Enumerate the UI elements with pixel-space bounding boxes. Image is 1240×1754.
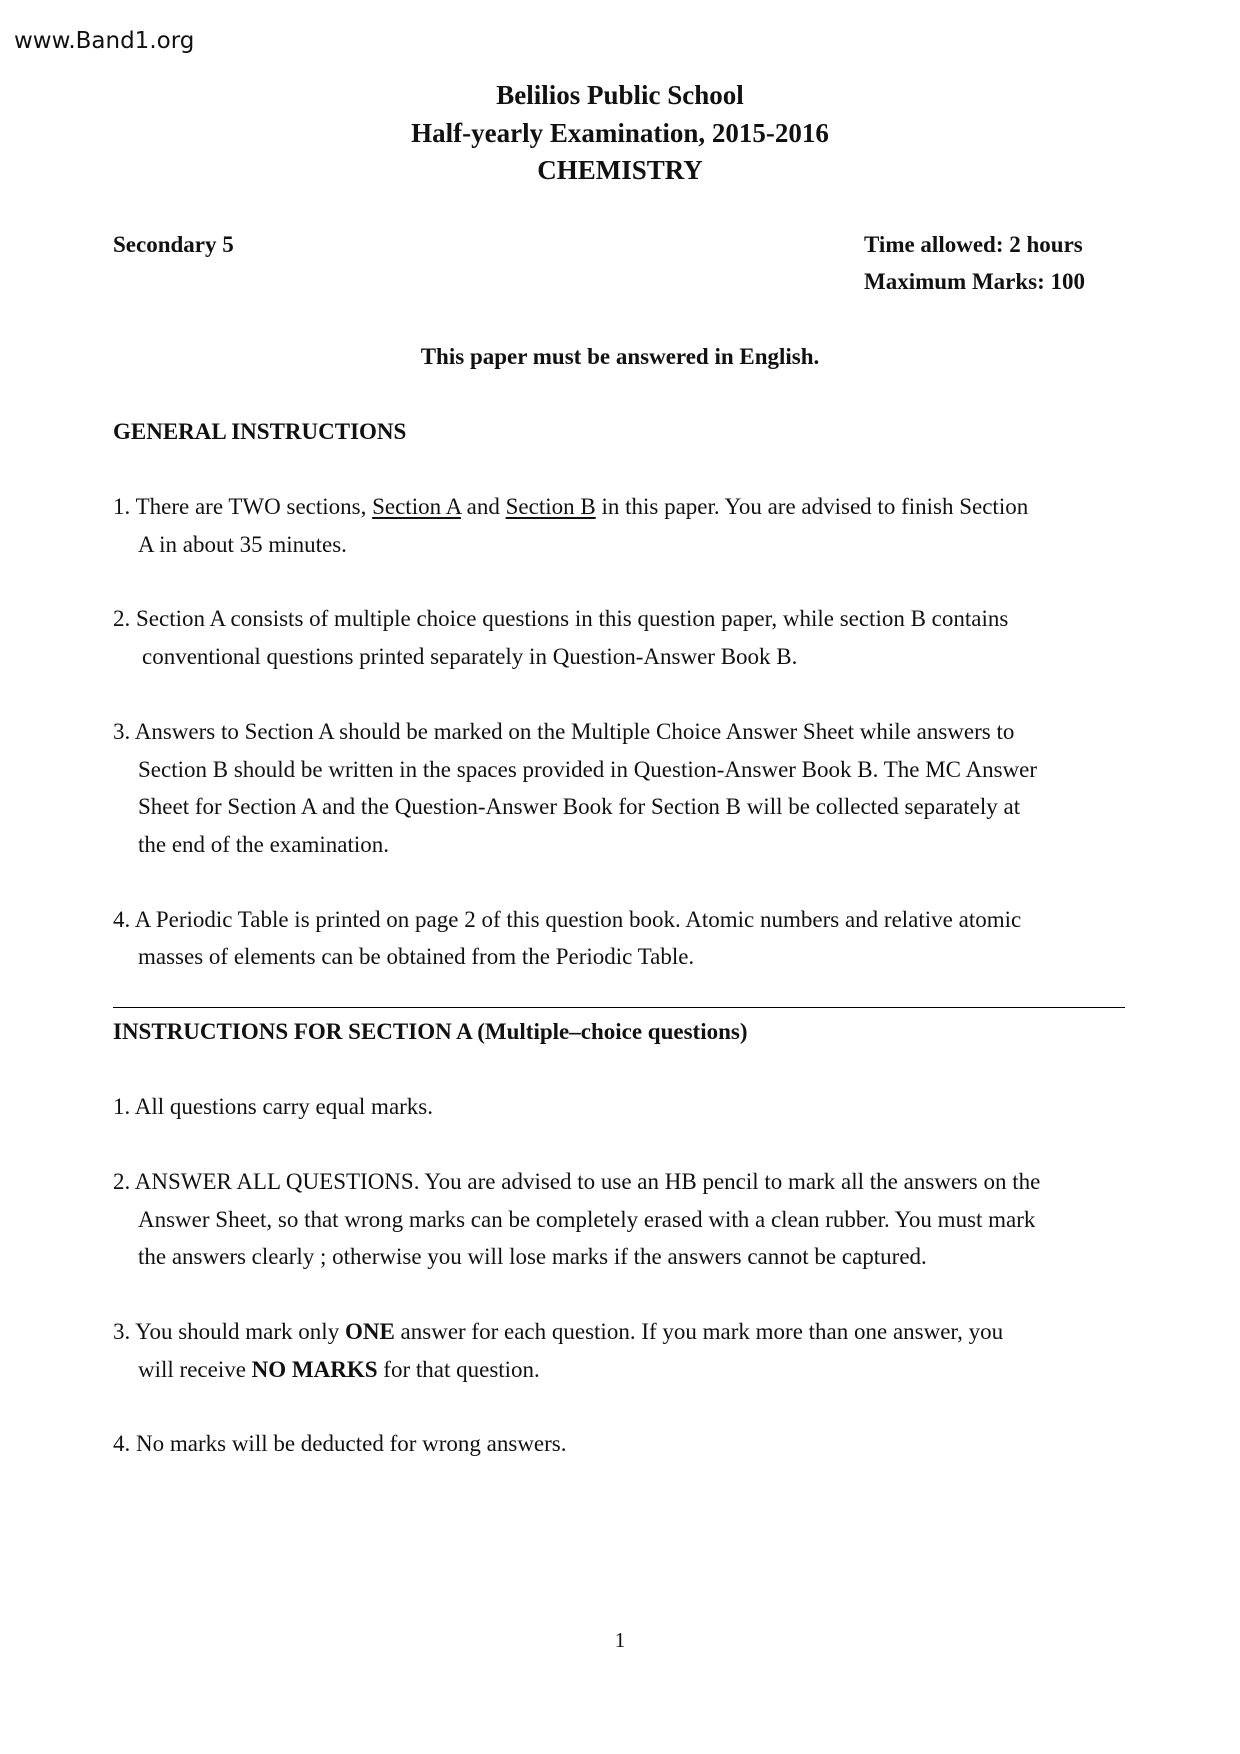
general-item-3-line-1: 3. Answers to Section A should be marked on the Multiple Choice Answer Sheet while answers to [113, 719, 1015, 744]
section-a-item-3-line-1 [113, 1319, 1003, 1345]
language-note: This paper must be answered in English. [420, 344, 820, 369]
school-name: Belilios Public School [496, 80, 744, 110]
text: and [460, 494, 506, 519]
emphasis-one: ONE [344, 1319, 395, 1344]
watermark: www.Band1.org [14, 28, 195, 54]
section-a-item-2-line-3: the answers clearly ; otherwise you will lose marks if the answers cannot be captured. [138, 1244, 927, 1269]
subject-title: CHEMISTRY [537, 155, 703, 185]
general-item-2-line-1: 2. Section A consists of multiple choice questions in this question paper, while section B contains [113, 606, 1009, 631]
page-number: 1 [614, 1628, 626, 1652]
emphasis-no-marks: NO MARKS [251, 1357, 378, 1382]
time-allowed: Time allowed: 2 hours [864, 232, 1083, 257]
text: 3. You should mark only [113, 1319, 345, 1344]
section-a-item-4-line-1: 4. No marks will be deducted for wrong answers. [113, 1431, 567, 1456]
general-item-1-line-1 [113, 494, 1028, 520]
general-item-1-line-2: A in about 35 minutes. [138, 532, 347, 557]
section-b-ref: Section B [505, 494, 596, 519]
general-instructions-heading: GENERAL INSTRUCTIONS [113, 419, 407, 444]
general-item-4-line-1: 4. A Periodic Table is printed on page 2 of this question book. Atomic numbers and relative atomic [113, 907, 1022, 932]
divider-rule [113, 1007, 1125, 1008]
text: will receive [138, 1357, 252, 1382]
general-item-2-line-2: conventional questions printed separately in Question-Answer Book B. [142, 644, 798, 669]
max-marks: Maximum Marks: 100 [864, 269, 1086, 294]
level-label: Secondary 5 [113, 232, 234, 257]
section-a-item-3-line-2 [138, 1357, 540, 1383]
section-a-item-2-line-2: Answer Sheet, so that wrong marks can be completely erased with a clean rubber. You must mark [138, 1207, 1036, 1232]
section-a-item-2-line-1: 2. ANSWER ALL QUESTIONS. You are advised to use an HB pencil to mark all the answers on the [113, 1169, 1041, 1194]
text: in this paper. You are advised to finish Section [595, 494, 1029, 519]
section-a-heading: INSTRUCTIONS FOR SECTION A (Multiple–choice questions) [113, 1019, 748, 1044]
general-item-3-line-2: Section B should be written in the spaces provided in Question-Answer Book B. The MC Answer [138, 757, 1038, 782]
text: answer for each question. If you mark more than one answer, you [394, 1319, 1004, 1344]
general-item-3-line-3: Sheet for Section A and the Question-Answer Book for Section B will be collected separately at [138, 794, 1021, 819]
general-item-3-line-4: the end of the examination. [138, 832, 390, 857]
section-a-item-1-line-1: 1. All questions carry equal marks. [113, 1094, 434, 1119]
general-item-4-line-2: masses of elements can be obtained from the Periodic Table. [138, 944, 695, 969]
section-a-ref: Section A [372, 494, 461, 519]
text: 1. There are TWO sections, [113, 494, 373, 519]
exam-title: Half-yearly Examination, 2015-2016 [411, 118, 829, 148]
text: for that question. [377, 1357, 540, 1382]
